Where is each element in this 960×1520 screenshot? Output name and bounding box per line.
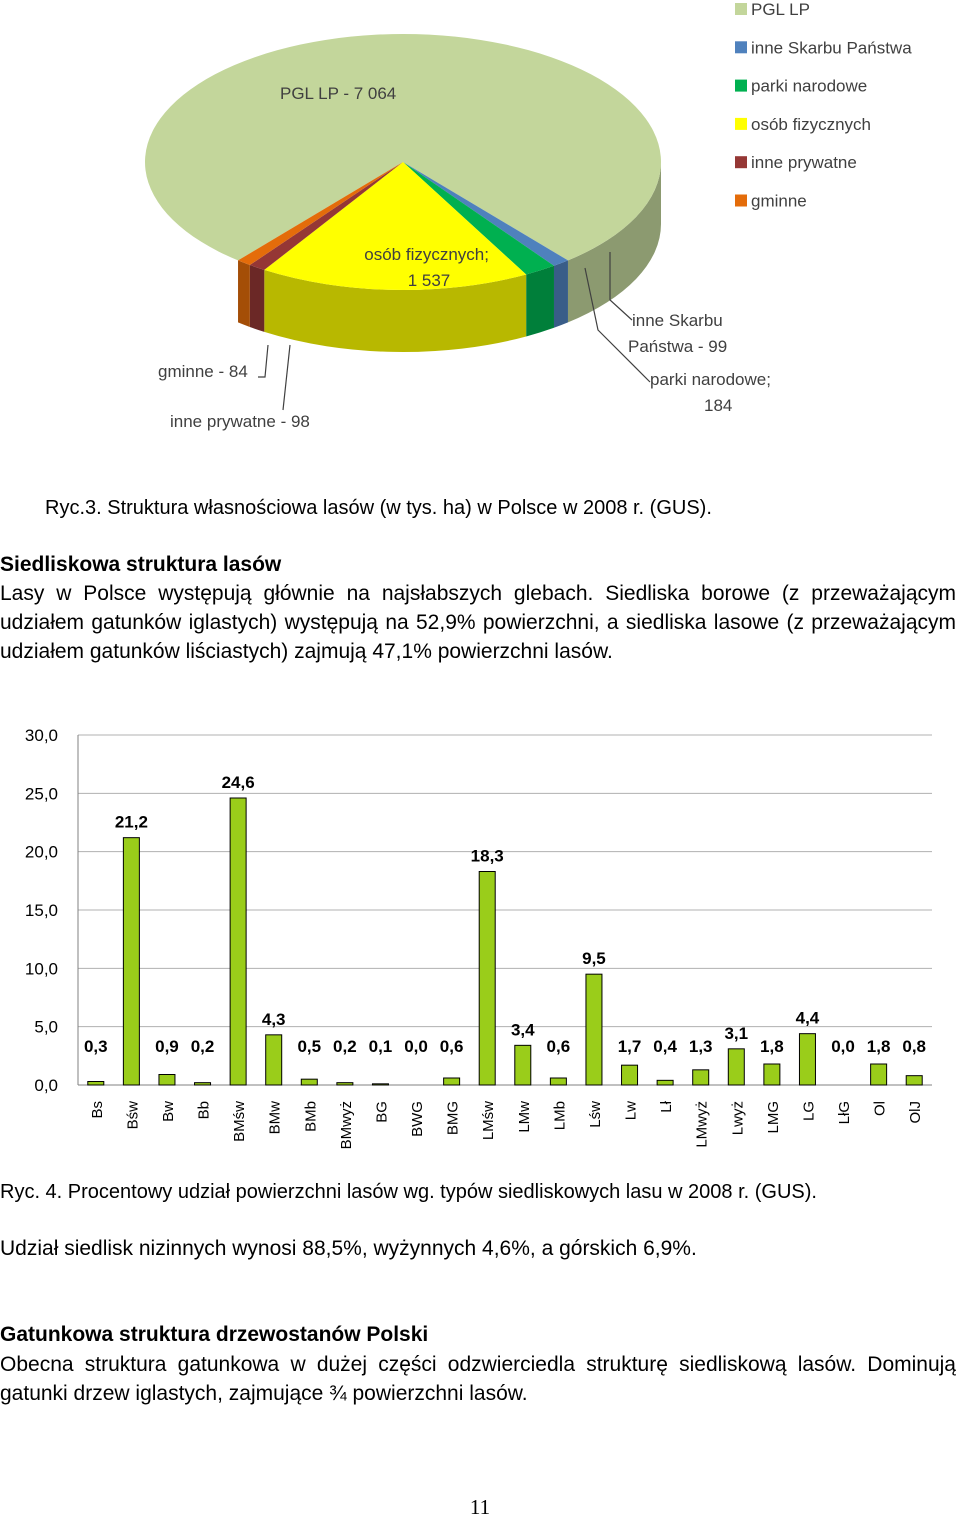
legend-label-inne-prywatne: inne prywatne xyxy=(751,153,857,173)
x-category-label: OlJ xyxy=(907,1101,925,1124)
legend-swatch-gminne xyxy=(735,195,747,207)
bar xyxy=(301,1079,317,1085)
bar-data-label: 0,2 xyxy=(190,1036,215,1056)
species-paragraph: Obecna struktura gatunkowa w dużej części odzwierciedla strukturę siedliskową lasów. Dominują gatunki drzew iglastych, zajmujące ¾ powierzchni lasów. xyxy=(0,1353,956,1405)
bar-data-label: 9,5 xyxy=(582,949,606,969)
bar xyxy=(230,798,246,1085)
bar-data-label: 0,5 xyxy=(297,1036,322,1056)
x-category-label: BMw xyxy=(266,1101,284,1135)
bar xyxy=(728,1049,744,1085)
bar-data-label: 3,1 xyxy=(724,1023,749,1043)
bar-data-label: 0,1 xyxy=(368,1036,393,1056)
bar-data-label: 0,2 xyxy=(333,1036,357,1056)
x-category-label: BG xyxy=(373,1101,391,1123)
y-tick-label: 15,0 xyxy=(24,901,58,920)
bar-data-label: 0,8 xyxy=(902,1036,927,1056)
legend-label-parki-narodowe: parki narodowe xyxy=(751,76,868,96)
leader-inne-prywatne xyxy=(283,345,290,410)
bar-data-label: 18,3 xyxy=(470,846,504,866)
x-category-label: Lśw xyxy=(586,1101,604,1128)
habitat-bar-chart xyxy=(0,715,960,1170)
bar xyxy=(871,1064,887,1085)
label-inne-skarbu xyxy=(628,311,727,356)
bar-data-label: 1,7 xyxy=(617,1036,642,1056)
x-category-label: BMśw xyxy=(231,1101,249,1142)
bar-data-label: 1,8 xyxy=(866,1036,891,1056)
x-category-label: BMwyż xyxy=(337,1101,355,1150)
legend-swatch-os-b-fizycznych xyxy=(735,118,747,130)
species-heading: Gatunkowa struktura drzewostanów Polski xyxy=(0,1323,429,1346)
bar-data-label: 21,2 xyxy=(114,812,148,832)
pie-side-inne-skarbu-pa-stwa xyxy=(554,260,568,327)
bar xyxy=(799,1034,815,1085)
bar-data-label: 4,3 xyxy=(261,1009,286,1029)
x-category-label: LMw xyxy=(515,1101,533,1133)
bar-data-label: 0,9 xyxy=(155,1036,179,1056)
x-category-label: LMśw xyxy=(480,1101,498,1141)
legend-label-os-b-fizycznych: osób fizycznych xyxy=(751,114,871,134)
bar xyxy=(479,872,495,1086)
legend-swatch-inne-skarbu-pa-stwa xyxy=(735,41,747,53)
bar xyxy=(88,1082,104,1086)
ownership-pie-chart xyxy=(0,0,960,450)
label-parki-narodowe-line1: parki narodowe; xyxy=(650,370,771,389)
habitat-paragraph: Lasy w Polsce występują głównie na najsłabszych glebach. Siedliska borowe (z przeważającym udziałem gatunków iglastych) występują na 52,9% powierzchni, a siedliska lasowe (z przeważającym udziałem gatunków liściastych) zajmują 47,1% powierzchni lasów. xyxy=(0,582,956,663)
pie-legend xyxy=(735,0,912,211)
label-osob-fizycznych-line1: osób fizycznych; xyxy=(364,245,489,264)
bar-data-label: 3,4 xyxy=(510,1020,535,1040)
x-category-label: Ol xyxy=(871,1101,889,1116)
bar-data-label: 4,4 xyxy=(795,1008,820,1028)
label-inne-skarbu-line2: Państwa - 99 xyxy=(628,337,728,356)
x-category-label: LMwyż xyxy=(693,1101,711,1148)
bar xyxy=(515,1045,531,1085)
y-tick-label: 0,0 xyxy=(34,1076,58,1095)
bar-data-label: 1,3 xyxy=(688,1036,713,1056)
leader-gminne xyxy=(258,345,268,377)
x-category-label: Bs xyxy=(88,1101,106,1119)
x-category-label: Lł xyxy=(658,1101,676,1113)
x-category-label: LMG xyxy=(764,1101,782,1134)
y-tick-label: 30,0 xyxy=(24,726,58,745)
bar xyxy=(372,1084,388,1085)
x-category-label: BMG xyxy=(444,1101,462,1136)
bar xyxy=(693,1070,709,1085)
bar-data-label: 0,4 xyxy=(653,1036,677,1056)
habitat-heading: Siedliskowa struktura lasów xyxy=(0,553,282,576)
x-category-label: LG xyxy=(800,1101,818,1122)
bar xyxy=(123,838,139,1085)
legend-swatch-pgl-lp xyxy=(735,3,747,15)
bar-data-label: 0,6 xyxy=(546,1036,571,1056)
label-inne-prywatne: inne prywatne - 98 xyxy=(170,412,310,431)
x-category-label: Lwyż xyxy=(729,1101,747,1136)
bar xyxy=(550,1078,566,1085)
bar xyxy=(266,1035,282,1085)
x-category-label: LMb xyxy=(551,1101,569,1131)
bar-data-label: 0,6 xyxy=(439,1036,464,1056)
label-inne-skarbu-line1: inne Skarbu xyxy=(632,311,723,330)
x-category-label: BWG xyxy=(409,1101,427,1137)
x-category-label: BMb xyxy=(302,1101,320,1132)
legend-swatch-parki-narodowe xyxy=(735,80,747,92)
y-tick-label: 5,0 xyxy=(34,1017,58,1037)
fig3-caption: Ryc.3. Struktura własnościowa lasów (w tys. ha) w Polsce w 2008 r. (GUS). xyxy=(45,497,712,519)
legend-label-gminne: gminne xyxy=(751,191,807,211)
page-number: 11 xyxy=(469,1495,491,1519)
label-osob-fizycznych-line2: 1 537 xyxy=(407,271,451,290)
pie-side-inne-prywatne xyxy=(250,265,264,332)
y-tick-label: 10,0 xyxy=(24,959,58,979)
x-category-label: Lw xyxy=(622,1101,640,1121)
bar xyxy=(337,1083,353,1085)
bar-data-label: 24,6 xyxy=(221,773,255,792)
bar xyxy=(657,1080,673,1085)
legend-label-inne-skarbu-pa-stwa: inne Skarbu Państwa xyxy=(751,38,912,58)
bar-data-label: 0,3 xyxy=(83,1036,108,1056)
bar xyxy=(906,1076,922,1085)
bar xyxy=(444,1078,460,1085)
fig4-caption: Ryc. 4. Procentowy udział powierzchni lasów wg. typów siedliskowych lasu w 2008 r. (GUS). xyxy=(0,1181,817,1203)
bar-data-label: 0,0 xyxy=(404,1036,428,1056)
label-pgl-lp: PGL LP - 7 064 xyxy=(280,84,397,103)
legend-swatch-inne-prywatne xyxy=(735,156,747,168)
bar-data-label: 1,8 xyxy=(760,1036,784,1056)
bar-data-label: 0,0 xyxy=(831,1036,855,1056)
bar xyxy=(764,1064,780,1085)
label-parki-narodowe-line2: 184 xyxy=(704,396,733,415)
pie-side-parki-narodowe xyxy=(526,266,554,337)
y-tick-label: 20,0 xyxy=(24,842,58,862)
bar xyxy=(586,974,602,1085)
habitat-share-paragraph: Udział siedlisk nizinnych wynosi 88,5%, wyżynnych 4,6%, a górskich 6,9%. xyxy=(0,1237,697,1260)
label-gminne: gminne - 84 xyxy=(158,362,248,381)
bar xyxy=(159,1075,175,1086)
x-category-label: Bw xyxy=(159,1101,177,1122)
x-category-label: Bśw xyxy=(124,1101,142,1130)
label-parki-narodowe xyxy=(650,370,776,415)
legend-label-pgl-lp: PGL LP xyxy=(751,0,810,19)
y-tick-label: 25,0 xyxy=(24,784,58,804)
x-category-label: Bb xyxy=(195,1101,213,1120)
x-category-label: LłG xyxy=(836,1101,854,1125)
bar xyxy=(195,1083,211,1085)
bar xyxy=(622,1065,638,1085)
pie-side-gminne xyxy=(238,260,250,327)
